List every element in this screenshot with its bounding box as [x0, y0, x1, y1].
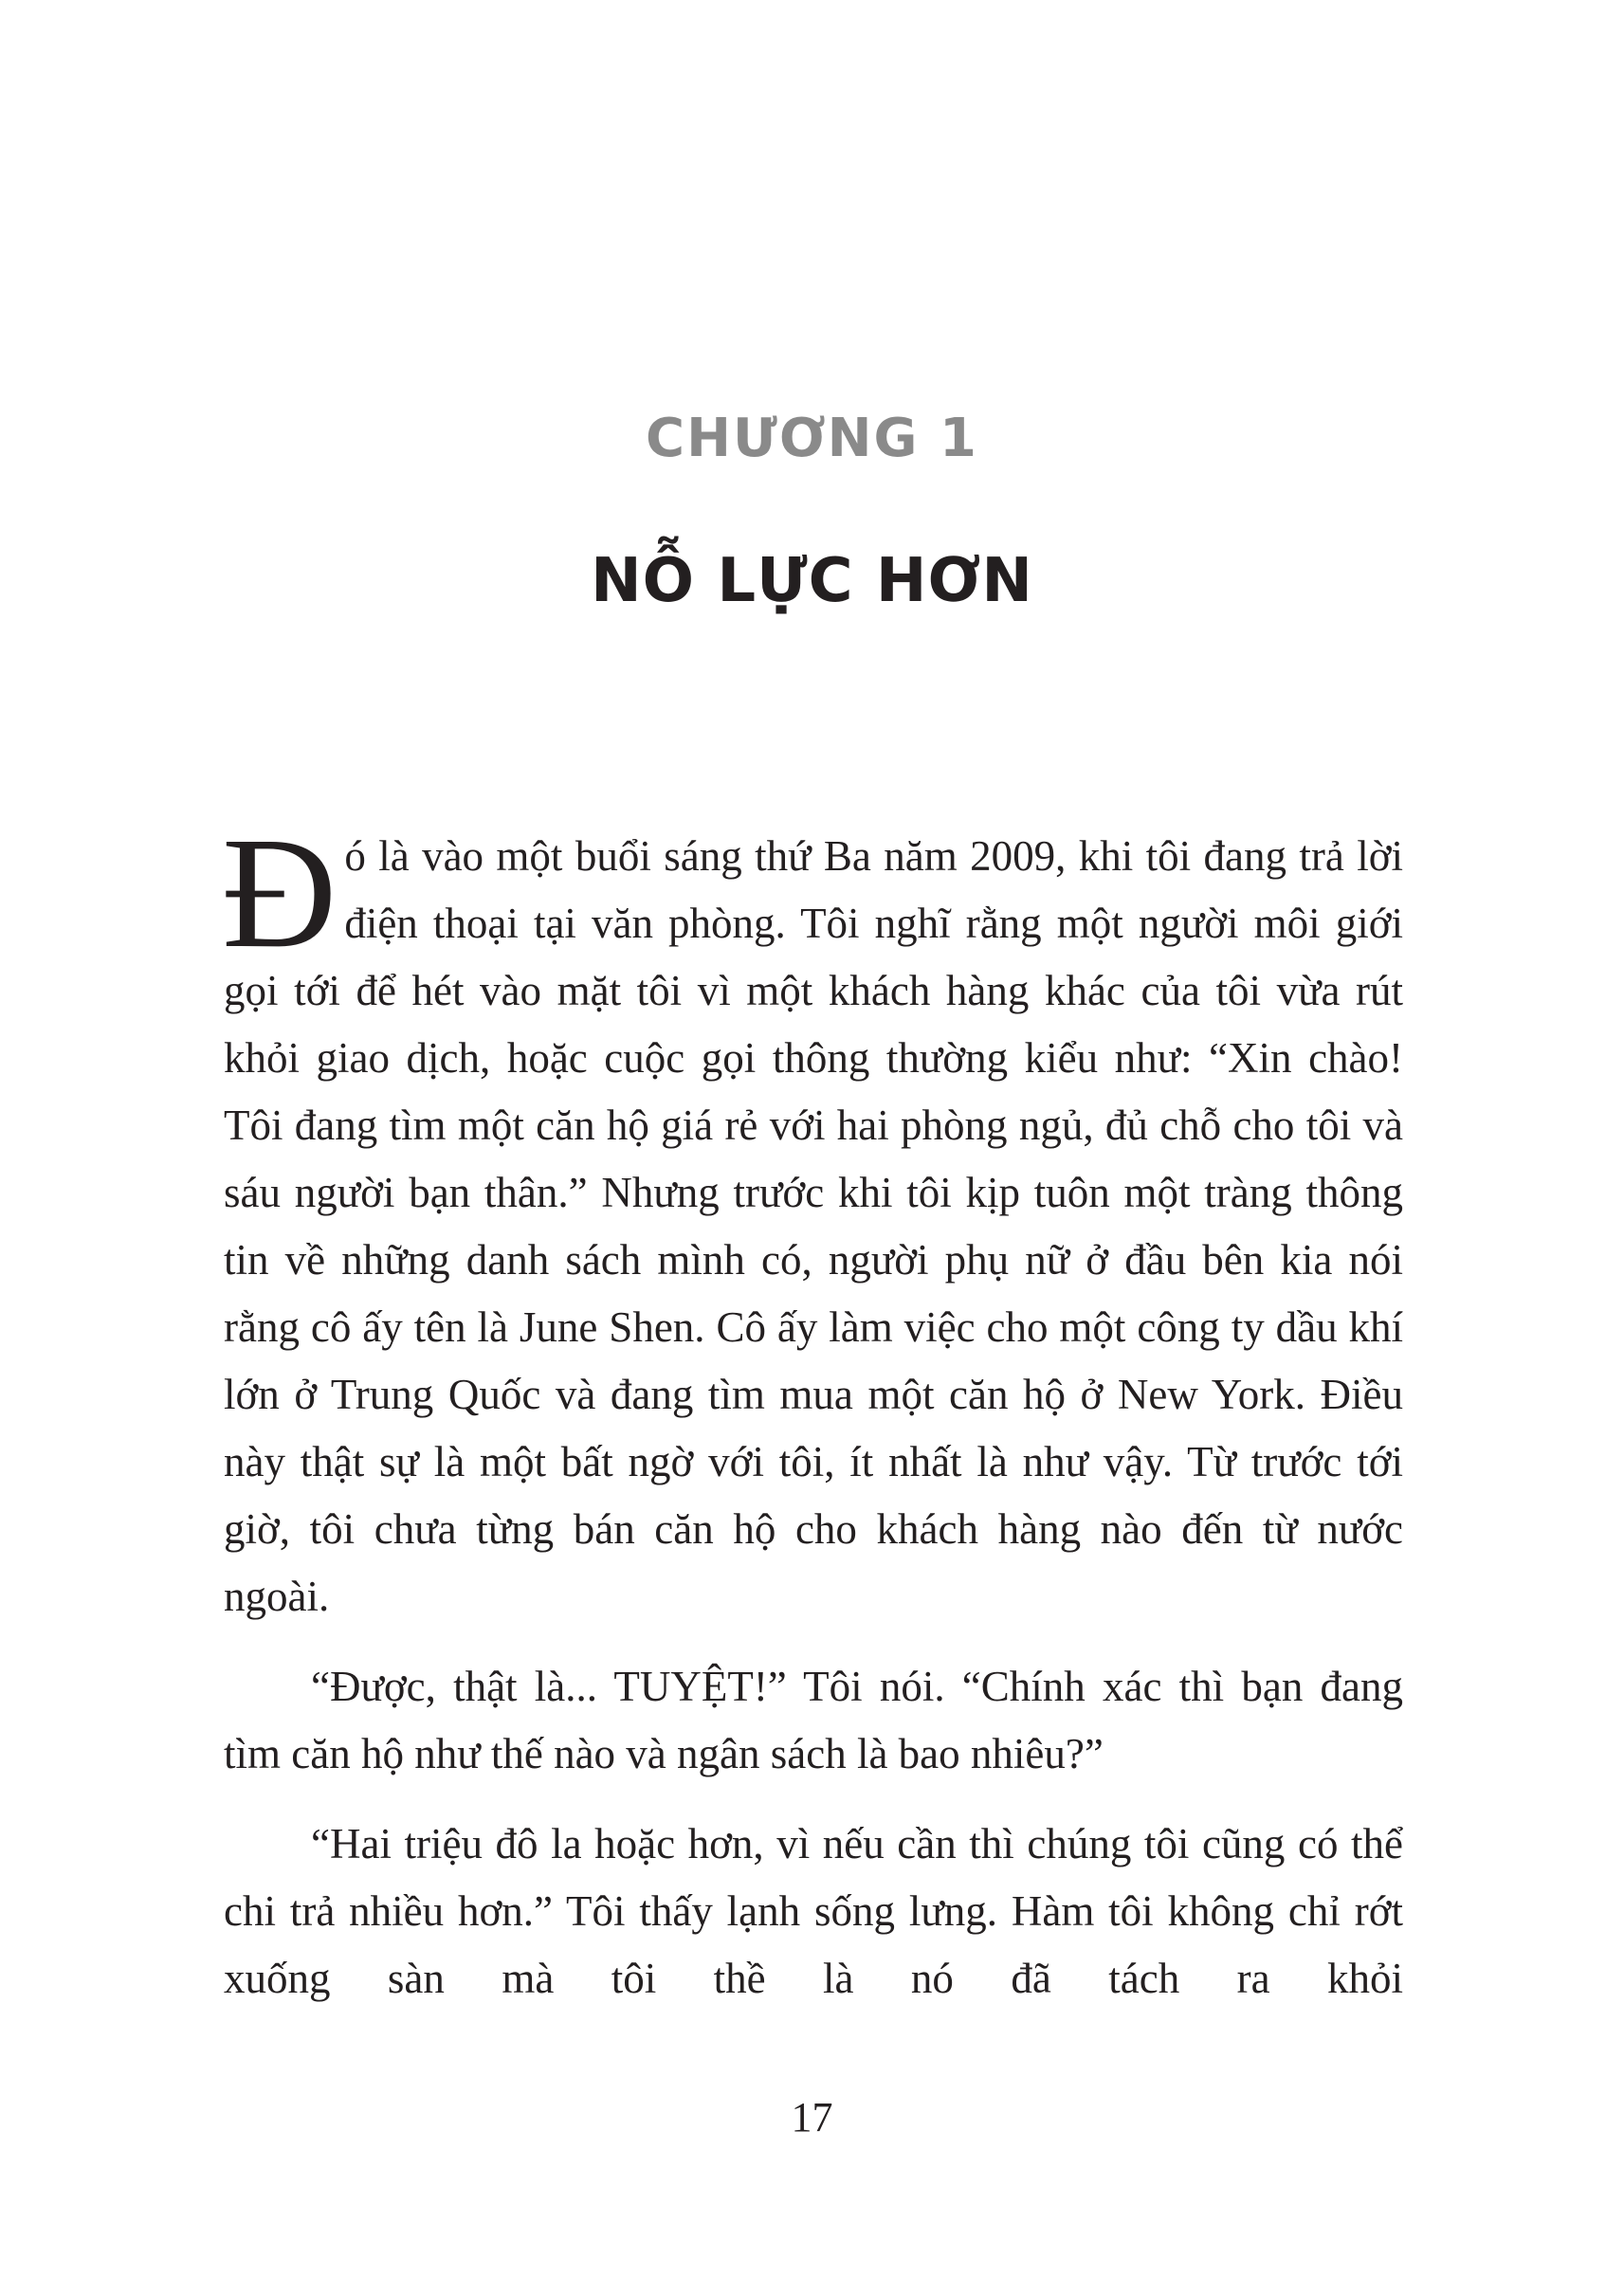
chapter-title: NỖ LỰC HƠN	[591, 546, 1033, 616]
page-number: 17	[791, 2094, 833, 2140]
paragraph-2: “Được, thật là... TUYỆT!” Tôi nói. “Chính xác thì bạn đang tìm căn hộ như thế nào và ngân sách là bao nhiêu?”	[224, 1663, 1403, 1777]
drop-cap: Đ	[222, 805, 338, 981]
paragraph-3: “Hai triệu đô la hoặc hơn, vì nếu cần thì chúng tôi cũng có thể chi trả nhiều hơn.” Tôi thấy lạnh sống lưng. Hàm tôi không chỉ rớt xuống sàn mà tôi thề là nó đã tách ra khỏi	[224, 1820, 1403, 2002]
body-text	[222, 805, 1403, 2035]
paragraph-1-text: ó là vào một buổi sáng thứ Ba năm 2009, khi tôi đang trả lời điện thoại tại văn phòng. Tôi nghĩ rằng một người môi giới gọi tới để hét vào mặt tôi vì một khách hàng khác của tôi vừa rút khỏi giao dịch, hoặc cuộc gọi thông thường kiểu như: “Xin chào! Tôi đang tìm một căn hộ giá rẻ với hai phòng ngủ, đủ chỗ cho tôi và sáu người bạn thân.” Nhưng trước khi tôi kịp tuôn một tràng thông tin về những danh sách mình có, người phụ nữ ở đầu bên kia nói rằng cô ấy tên là June Shen. Cô ấy làm việc cho một công ty dầu khí lớn ở Trung Quốc và đang tìm mua một căn hộ ở New York. Điều này thật sự là một bất ngờ với tôi, ít nhất là như vậy. Từ trước tới giờ, tôi chưa từng bán căn hộ cho khách hàng nào đến từ nước ngoài.	[224, 832, 1403, 1620]
paragraph-1	[222, 805, 1403, 1630]
chapter-label: CHƯƠNG 1	[646, 408, 978, 469]
